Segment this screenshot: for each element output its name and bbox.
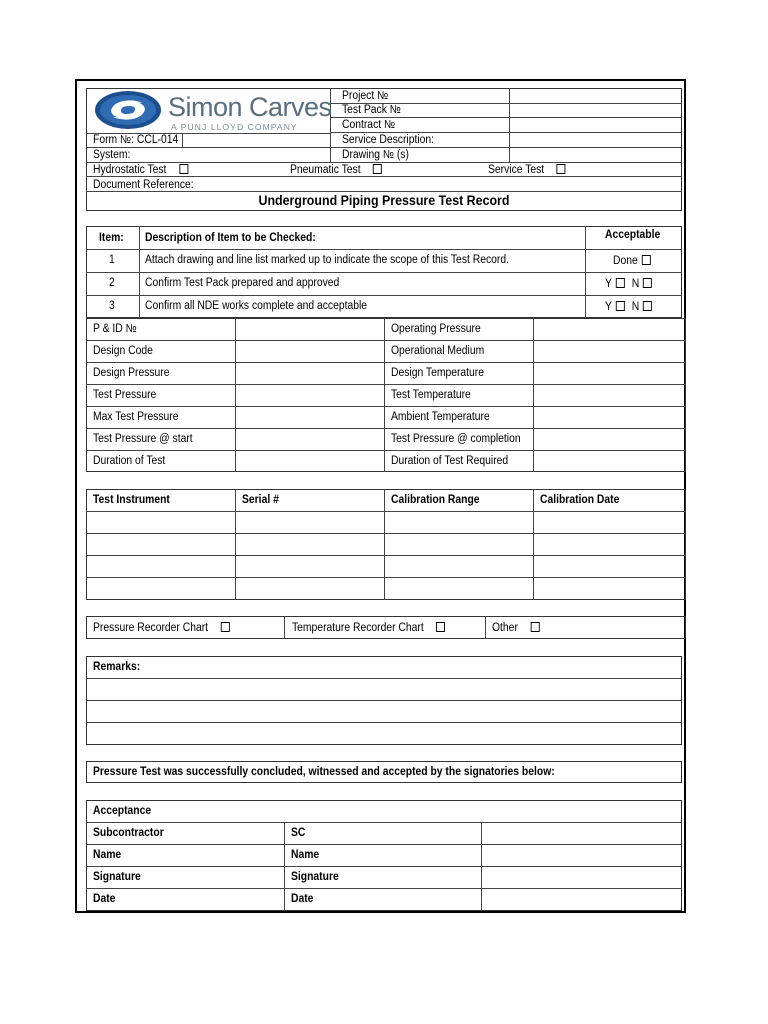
- serial-header: Serial #: [242, 494, 279, 506]
- no-checkbox[interactable]: [643, 278, 652, 288]
- checklist-item-header: Item:: [99, 232, 124, 244]
- acceptance-title: Acceptance: [93, 805, 152, 817]
- param-label: Max Test Pressure: [93, 411, 179, 423]
- done-option[interactable]: Done: [613, 254, 650, 268]
- test-pack-no-label: Test Pack №: [342, 104, 401, 116]
- form-page: [75, 79, 686, 913]
- checklist-item-description: Confirm Test Pack prepared and approved: [145, 277, 340, 289]
- contract-no-label: Contract №: [342, 119, 396, 131]
- param-label: Test Temperature: [391, 389, 471, 401]
- project-no-label: Project №: [342, 90, 389, 102]
- done-checkbox[interactable]: [641, 255, 650, 265]
- service-description-label: Service Description:: [342, 134, 435, 146]
- calibration-range-header: Calibration Range: [391, 494, 480, 506]
- param-label: Ambient Temperature: [391, 411, 490, 423]
- checklist-acceptable-header: Acceptable: [605, 229, 661, 241]
- document-reference-label: Document Reference:: [93, 179, 194, 191]
- checklist-item-number: 3: [109, 300, 115, 312]
- service-test-checkbox[interactable]: [557, 164, 566, 174]
- simon-carves-logo-icon: [93, 90, 163, 130]
- pneumatic-test-option[interactable]: Pneumatic Test: [290, 163, 382, 177]
- no-checkbox[interactable]: [643, 301, 652, 311]
- acceptance-statement: Pressure Test was successfully concluded, witnessed and accepted by the signatories below:: [93, 766, 555, 778]
- checklist-item-description: Confirm all NDE works complete and acceptable: [145, 300, 368, 312]
- param-label: Operational Medium: [391, 345, 485, 357]
- param-label: P & ID №: [93, 323, 137, 335]
- other-chart-option[interactable]: Other: [492, 621, 539, 635]
- checklist-description-header: Description of Item to be Checked:: [145, 232, 316, 244]
- logo-brand: Simon Carves: [168, 92, 332, 122]
- remarks-label: Remarks:: [93, 661, 141, 673]
- acceptance-label: Subcontractor: [93, 827, 164, 839]
- checklist-item-number: 2: [109, 277, 115, 289]
- pressure-recorder-checkbox[interactable]: [221, 622, 230, 632]
- param-label: Test Pressure @ start: [93, 433, 193, 445]
- hydrostatic-checkbox[interactable]: [179, 164, 188, 174]
- drawing-no-label: Drawing № (s): [342, 149, 409, 161]
- yes-checkbox[interactable]: [616, 278, 625, 288]
- param-label: Operating Pressure: [391, 323, 481, 335]
- param-label: Test Pressure: [93, 389, 157, 401]
- param-label: Test Pressure @ completion: [391, 433, 521, 445]
- form-number: Form №: CCL-014: [93, 134, 179, 146]
- acceptance-label: Name: [291, 849, 320, 861]
- checklist-item-number: 1: [109, 254, 115, 266]
- param-label: Design Code: [93, 345, 153, 357]
- checklist-item-description: Attach drawing and line list marked up to indicate the scope of this Test Record.: [145, 254, 509, 266]
- param-label: Design Pressure: [93, 367, 170, 379]
- temperature-recorder-checkbox[interactable]: [436, 622, 445, 632]
- acceptance-label: Date: [291, 893, 314, 905]
- param-label: Design Temperature: [391, 367, 485, 379]
- system-label: System:: [93, 149, 131, 161]
- hydrostatic-test-option[interactable]: Hydrostatic Test: [93, 163, 188, 177]
- acceptance-label: Signature: [291, 871, 339, 883]
- pneumatic-checkbox[interactable]: [373, 164, 382, 174]
- param-label: Duration of Test: [93, 455, 166, 467]
- acceptance-label: Signature: [93, 871, 141, 883]
- acceptance-label: SC: [291, 827, 306, 839]
- service-test-option[interactable]: Service Test: [488, 163, 566, 177]
- yes-no-option[interactable]: Y N: [605, 277, 652, 291]
- calibration-date-header: Calibration Date: [540, 494, 620, 506]
- yes-no-option[interactable]: Y N: [605, 300, 652, 314]
- form-title: Underground Piping Pressure Test Record: [258, 193, 510, 208]
- temperature-recorder-option[interactable]: Temperature Recorder Chart: [292, 621, 445, 635]
- parameters-table: [86, 318, 686, 472]
- acceptance-label: Date: [93, 893, 116, 905]
- pressure-recorder-option[interactable]: Pressure Recorder Chart: [93, 621, 230, 635]
- other-checkbox[interactable]: [530, 622, 539, 632]
- logo-tagline: A PUNJ LLOYD COMPANY: [171, 122, 298, 132]
- yes-checkbox[interactable]: [616, 301, 625, 311]
- acceptance-table: [86, 800, 682, 911]
- company-logo: [91, 89, 331, 133]
- instrument-header: Test Instrument: [93, 494, 170, 506]
- param-label: Duration of Test Required: [391, 455, 509, 467]
- acceptance-label: Name: [93, 849, 122, 861]
